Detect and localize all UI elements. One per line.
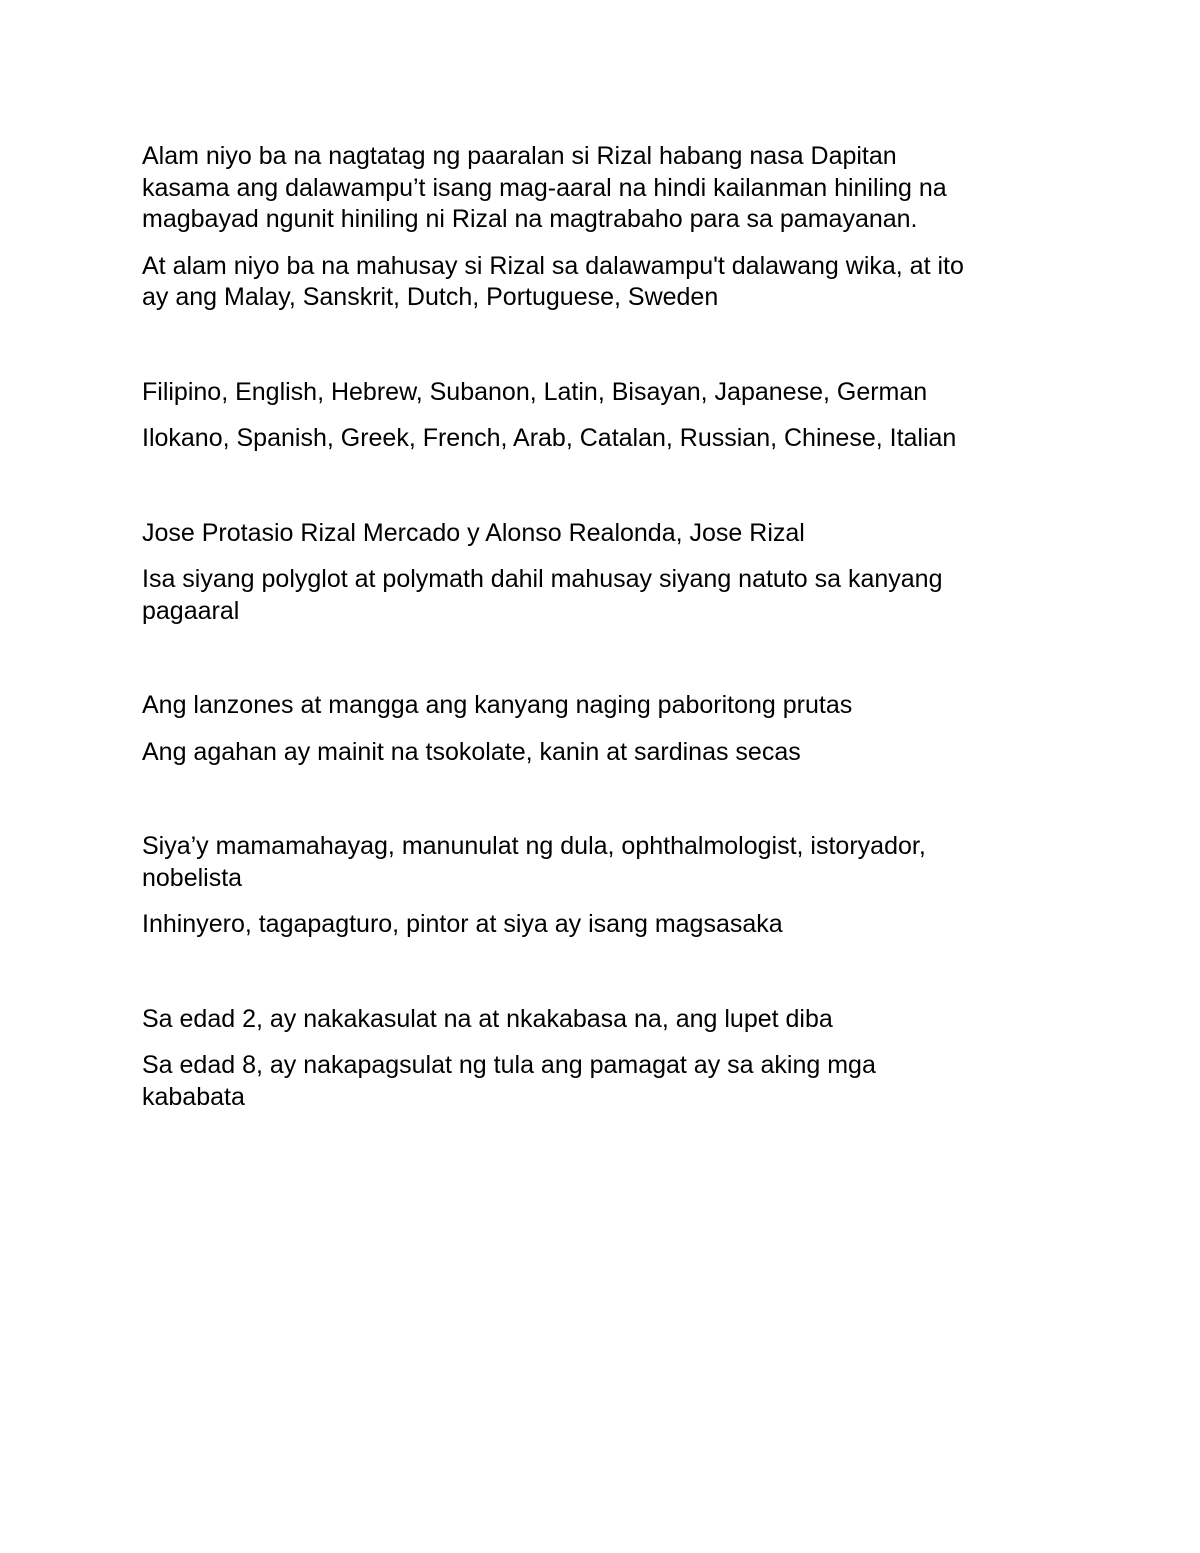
text-line: Sa edad 8, ay nakapagsulat ng tula ang pamagat ay sa aking mga (142, 1051, 876, 1079)
text-line: Inhinyero, tagapagturo, pintor at siya ay isang magsasaka (142, 910, 783, 938)
paragraph-spacer (142, 941, 1072, 1004)
paragraph-spacer (142, 894, 1072, 909)
paragraph-spacer (142, 408, 1072, 423)
paragraph-age-8 (142, 1050, 1072, 1113)
text-line: magbayad ngunit hiniling ni Rizal na magtrabaho para sa pamayanan. (142, 205, 918, 233)
paragraph-full-name (142, 518, 1072, 550)
paragraph-breakfast (142, 737, 1072, 769)
text-line: Ang agahan ay mainit na tsokolate, kanin at sardinas secas (142, 737, 801, 766)
text-line: kasama ang dalawampu’t isang mag-aaral na hindi kailanman hiniling na (142, 173, 947, 202)
paragraph-rizal-school (142, 141, 1072, 236)
text-line: Ang lanzones at mangga ang kanyang naging paboritong prutas (142, 691, 853, 719)
text-line: nobelista (142, 863, 243, 892)
text-line: pagaaral (142, 596, 240, 625)
text-line: Jose Protasio Rizal Mercado y Alonso Realonda, Jose Rizal (142, 518, 805, 547)
paragraph-age-2 (142, 1004, 1072, 1036)
paragraph-spacer (142, 236, 1072, 251)
paragraph-spacer (142, 722, 1072, 737)
paragraph-rizal-languages (142, 251, 1072, 314)
text-line: Isa siyang polyglot at polymath dahil mahusay siyang natuto sa kanyang (142, 565, 943, 593)
paragraph-spacer (142, 549, 1072, 564)
paragraph-spacer (142, 1035, 1072, 1050)
document-body (142, 141, 1072, 1113)
text-line: Alam niyo ba na nagtatag ng paaralan si Rizal habang nasa Dapitan (142, 142, 897, 170)
text-line: kababata (142, 1082, 245, 1111)
paragraph-spacer (142, 455, 1072, 518)
paragraph-professions-2 (142, 909, 1072, 941)
text-line: ay ang Malay, Sanskrit, Dutch, Portuguese, Sweden (142, 283, 719, 311)
text-line: Siya’y mamamahayag, manunulat ng dula, ophthalmologist, istoryador, (142, 832, 926, 860)
paragraph-favorite-fruits (142, 690, 1072, 722)
paragraph-language-list-1 (142, 377, 1072, 409)
paragraph-spacer (142, 768, 1072, 831)
paragraph-spacer (142, 627, 1072, 690)
text-line: Sa edad 2, ay nakakasulat na at nkakabasa na, ang lupet diba (142, 1004, 833, 1033)
paragraph-language-list-2 (142, 423, 1072, 455)
paragraph-polyglot (142, 564, 1072, 627)
text-line: At alam niyo ba na mahusay si Rizal sa dalawampu't dalawang wika, at ito (142, 251, 964, 280)
text-line: Ilokano, Spanish, Greek, French, Arab, Catalan, Russian, Chinese, Italian (142, 424, 957, 452)
paragraph-spacer (142, 314, 1072, 377)
text-line: Filipino, English, Hebrew, Subanon, Latin, Bisayan, Japanese, German (142, 377, 928, 406)
paragraph-professions-1 (142, 831, 1072, 894)
